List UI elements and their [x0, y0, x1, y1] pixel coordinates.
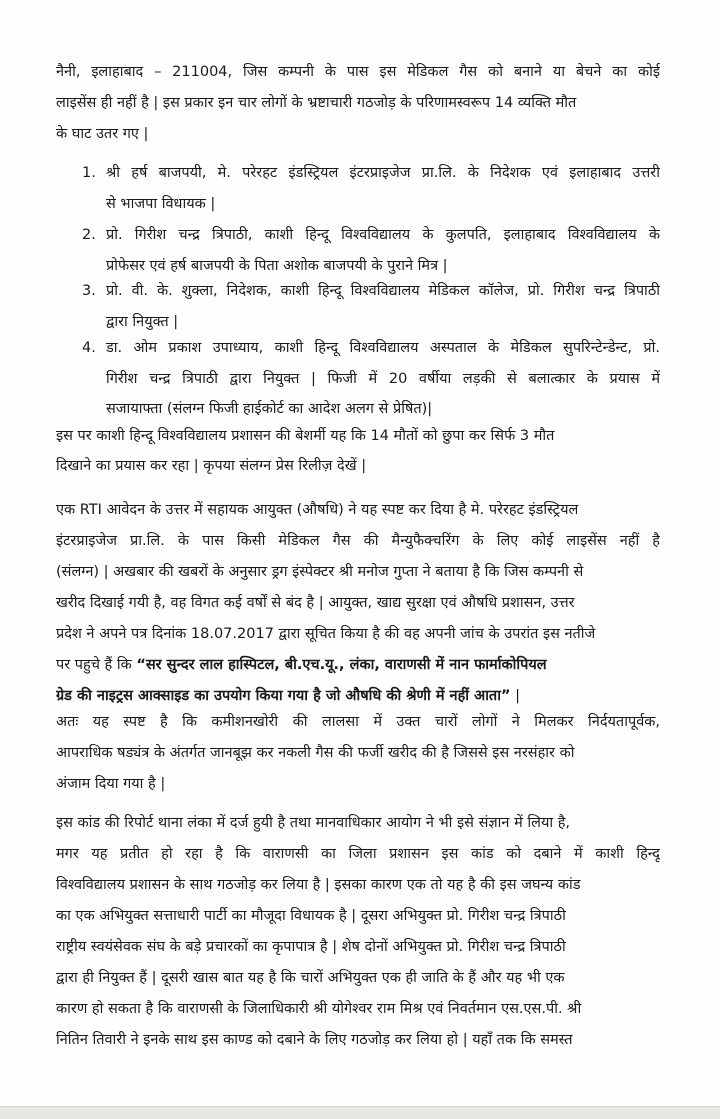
text-line: विश्वविद्यालय प्रशासन के साथ गठजोड़ कर लिया है | इसका कारण एक तो यह है की इस जघन्य कांड [56, 877, 581, 893]
text-line: से भाजपा विधायक | [106, 196, 216, 212]
text-line: दिखाने का प्रयास कर रहा | कृपया संलग्न प्रेस रिलीज़ देखें | [56, 458, 367, 474]
text-line: अंजाम दिया गया है | [56, 776, 166, 792]
text-line: एक RTI आवेदन के उत्तर में सहायक आयुक्त (औषधि) ने यह स्पष्ट कर दिया है मे. परेरहट इंडस्ट्रियल [56, 502, 579, 518]
list-number: 2. [82, 227, 96, 243]
list-number: 1. [82, 165, 96, 181]
text-line: (संलग्न) | अखबार की खबरों के अनुसार ड्रग इंस्पेक्टर श्री मनोज गुप्ता ने बताया है कि जिस कम्पनी से [56, 564, 584, 580]
text-line: प्रो. गिरीश चन्द्र त्रिपाठी, काशी हिन्दू विश्वविद्यालय के कुलपति, इलाहाबाद विश्वविद्यालय के [106, 227, 660, 243]
text-line: गिरीश चन्द्र त्रिपाठी द्वारा नियुक्त | फिजी में 20 वर्षीया लड़की से बलात्कार के प्रयास में [106, 371, 660, 387]
text-run: | [510, 688, 520, 704]
list-number: 4. [82, 340, 96, 356]
text-line: सजायाफ्ता (संलग्न फिजी हाईकोर्ट का आदेश अलग से प्रेषित)| [106, 401, 433, 417]
text-line: आपराधिक षड्यंत्र के अंतर्गत जानबूझ कर नकली गैस की फर्जी खरीद की है जिससे इस नरसंहार को [56, 745, 575, 761]
text-line: इस कांड की रिपोर्ट थाना लंका में दर्ज हुयी है तथा मानवाधिकार आयोग ने भी इसे संज्ञान में लिया है, [56, 815, 571, 831]
text-line [56, 655, 660, 675]
text-line: लाइसेंस ही नहीं है | इस प्रकार इन चार लोगों के भ्रष्टाचारी गठजोड़ के परिणामस्वरूप 14 व्यक्ति मौत [56, 95, 577, 111]
text-line: राष्ट्रीय स्वयंसेवक संघ के बड़े प्रचारकों का कृपापात्र है | शेष दोनों अभियुक्त प्रो. गिरीश चन्द्र त्रिपाठी [56, 939, 566, 955]
text-run: पर पहुचे हैं कि [56, 657, 137, 673]
text-line: प्रो. वी. के. शुक्ला, निदेशक, काशी हिन्दू विश्वविद्यालय मेडिकल कॉलेज, प्रो. गिरीश चन्द्र त्रिपाठी [106, 283, 660, 299]
text-line: इंटरप्राइजेज प्रा.लि. के पास किसी मेडिकल गैस की मैन्युफैक्चरिंग के लिए कोई लाइसेंस नहीं है [56, 533, 660, 549]
list-number: 3. [82, 283, 96, 299]
text-line: कारण हो सकता है कि वाराणसी के जिलाधिकारी श्री योगेश्वर राम मिश्र एवं निवर्तमान एस.एस.पी. श्री [56, 1001, 582, 1017]
viewer-bottom-band [0, 1106, 720, 1119]
text-line: इस पर काशी हिन्दू विश्वविद्यालय प्रशासन की बेशर्मी यह कि 14 मौतों को छुपा कर सिर्फ 3 मौत [56, 428, 555, 444]
quoted-finding: “सर सुन्दर लाल हास्पिटल, बी.एच.यू., लंका, वाराणसी में नान फार्माकोपियल [136, 657, 547, 673]
text-line: प्रोफेसर एवं हर्ष बाजपयी के पिता अशोक बाजपयी के पुराने मित्र | [106, 258, 448, 274]
text-line: का एक अभियुक्त सत्ताधारी पार्टी का मौजूदा विधायक है | दूसरा अभियुक्त प्रो. गिरीश चन्द्र त्रिपाठी [56, 908, 566, 924]
text-line: द्वारा नियुक्त | [106, 314, 179, 330]
text-line: श्री हर्ष बाजपयी, मे. परेरहट इंडस्ट्रियल इंटरप्राइजेज प्रा.लि. के निदेशक एवं इलाहाबाद उत्तरी [106, 165, 660, 181]
text-line: प्रदेश ने अपने पत्र दिनांक 18.07.2017 द्वारा सूचित किया है की वह अपनी जांच के उपरांत इस नतीजे [56, 626, 596, 642]
text-line: मगर यह प्रतीत हो रहा है कि वाराणसी का जिला प्रशासन इस कांड को दबाने में काशी हिन्दू [56, 846, 660, 862]
quoted-finding: ग्रेड की नाइट्रस आक्साइड का उपयोग किया गया है जो औषधि की श्रेणी में नहीं आता” [56, 688, 511, 704]
text-line: अतः यह स्पष्ट है कि कमीशनखोरी की लालसा में उक्त चारों लोगों ने मिलकर निर्दयतापूर्वक, [56, 714, 660, 730]
text-line: डा. ओम प्रकाश उपाध्याय, काशी हिन्दू विश्वविद्यालय अस्पताल के मेडिकल सुपरिन्टेन्डेन्ट, प्रो. [106, 340, 660, 356]
text-line: खरीद दिखाई गयी है, वह विगत कई वर्षों से बंद है | आयुक्त, खाद्य सुरक्षा एवं औषधि प्रशासन, उत्तर [56, 595, 575, 611]
text-line: नैनी, इलाहाबाद – 211004, जिस कम्पनी के पास इस मेडिकल गैस को बनाने या बेचने का कोई [56, 64, 660, 80]
text-line [56, 686, 660, 706]
text-line: द्वारा ही नियुक्त हैं | दूसरी खास बात यह है कि चारों अभियुक्त एक ही जाति के हैं और यह भी एक [56, 970, 565, 986]
text-line: के घाट उतर गए | [56, 126, 149, 142]
text-line: नितिन तिवारी ने इनके साथ इस काण्ड को दबाने के लिए गठजोड़ कर लिया हो | यहाँ तक कि समस्त [56, 1032, 573, 1048]
